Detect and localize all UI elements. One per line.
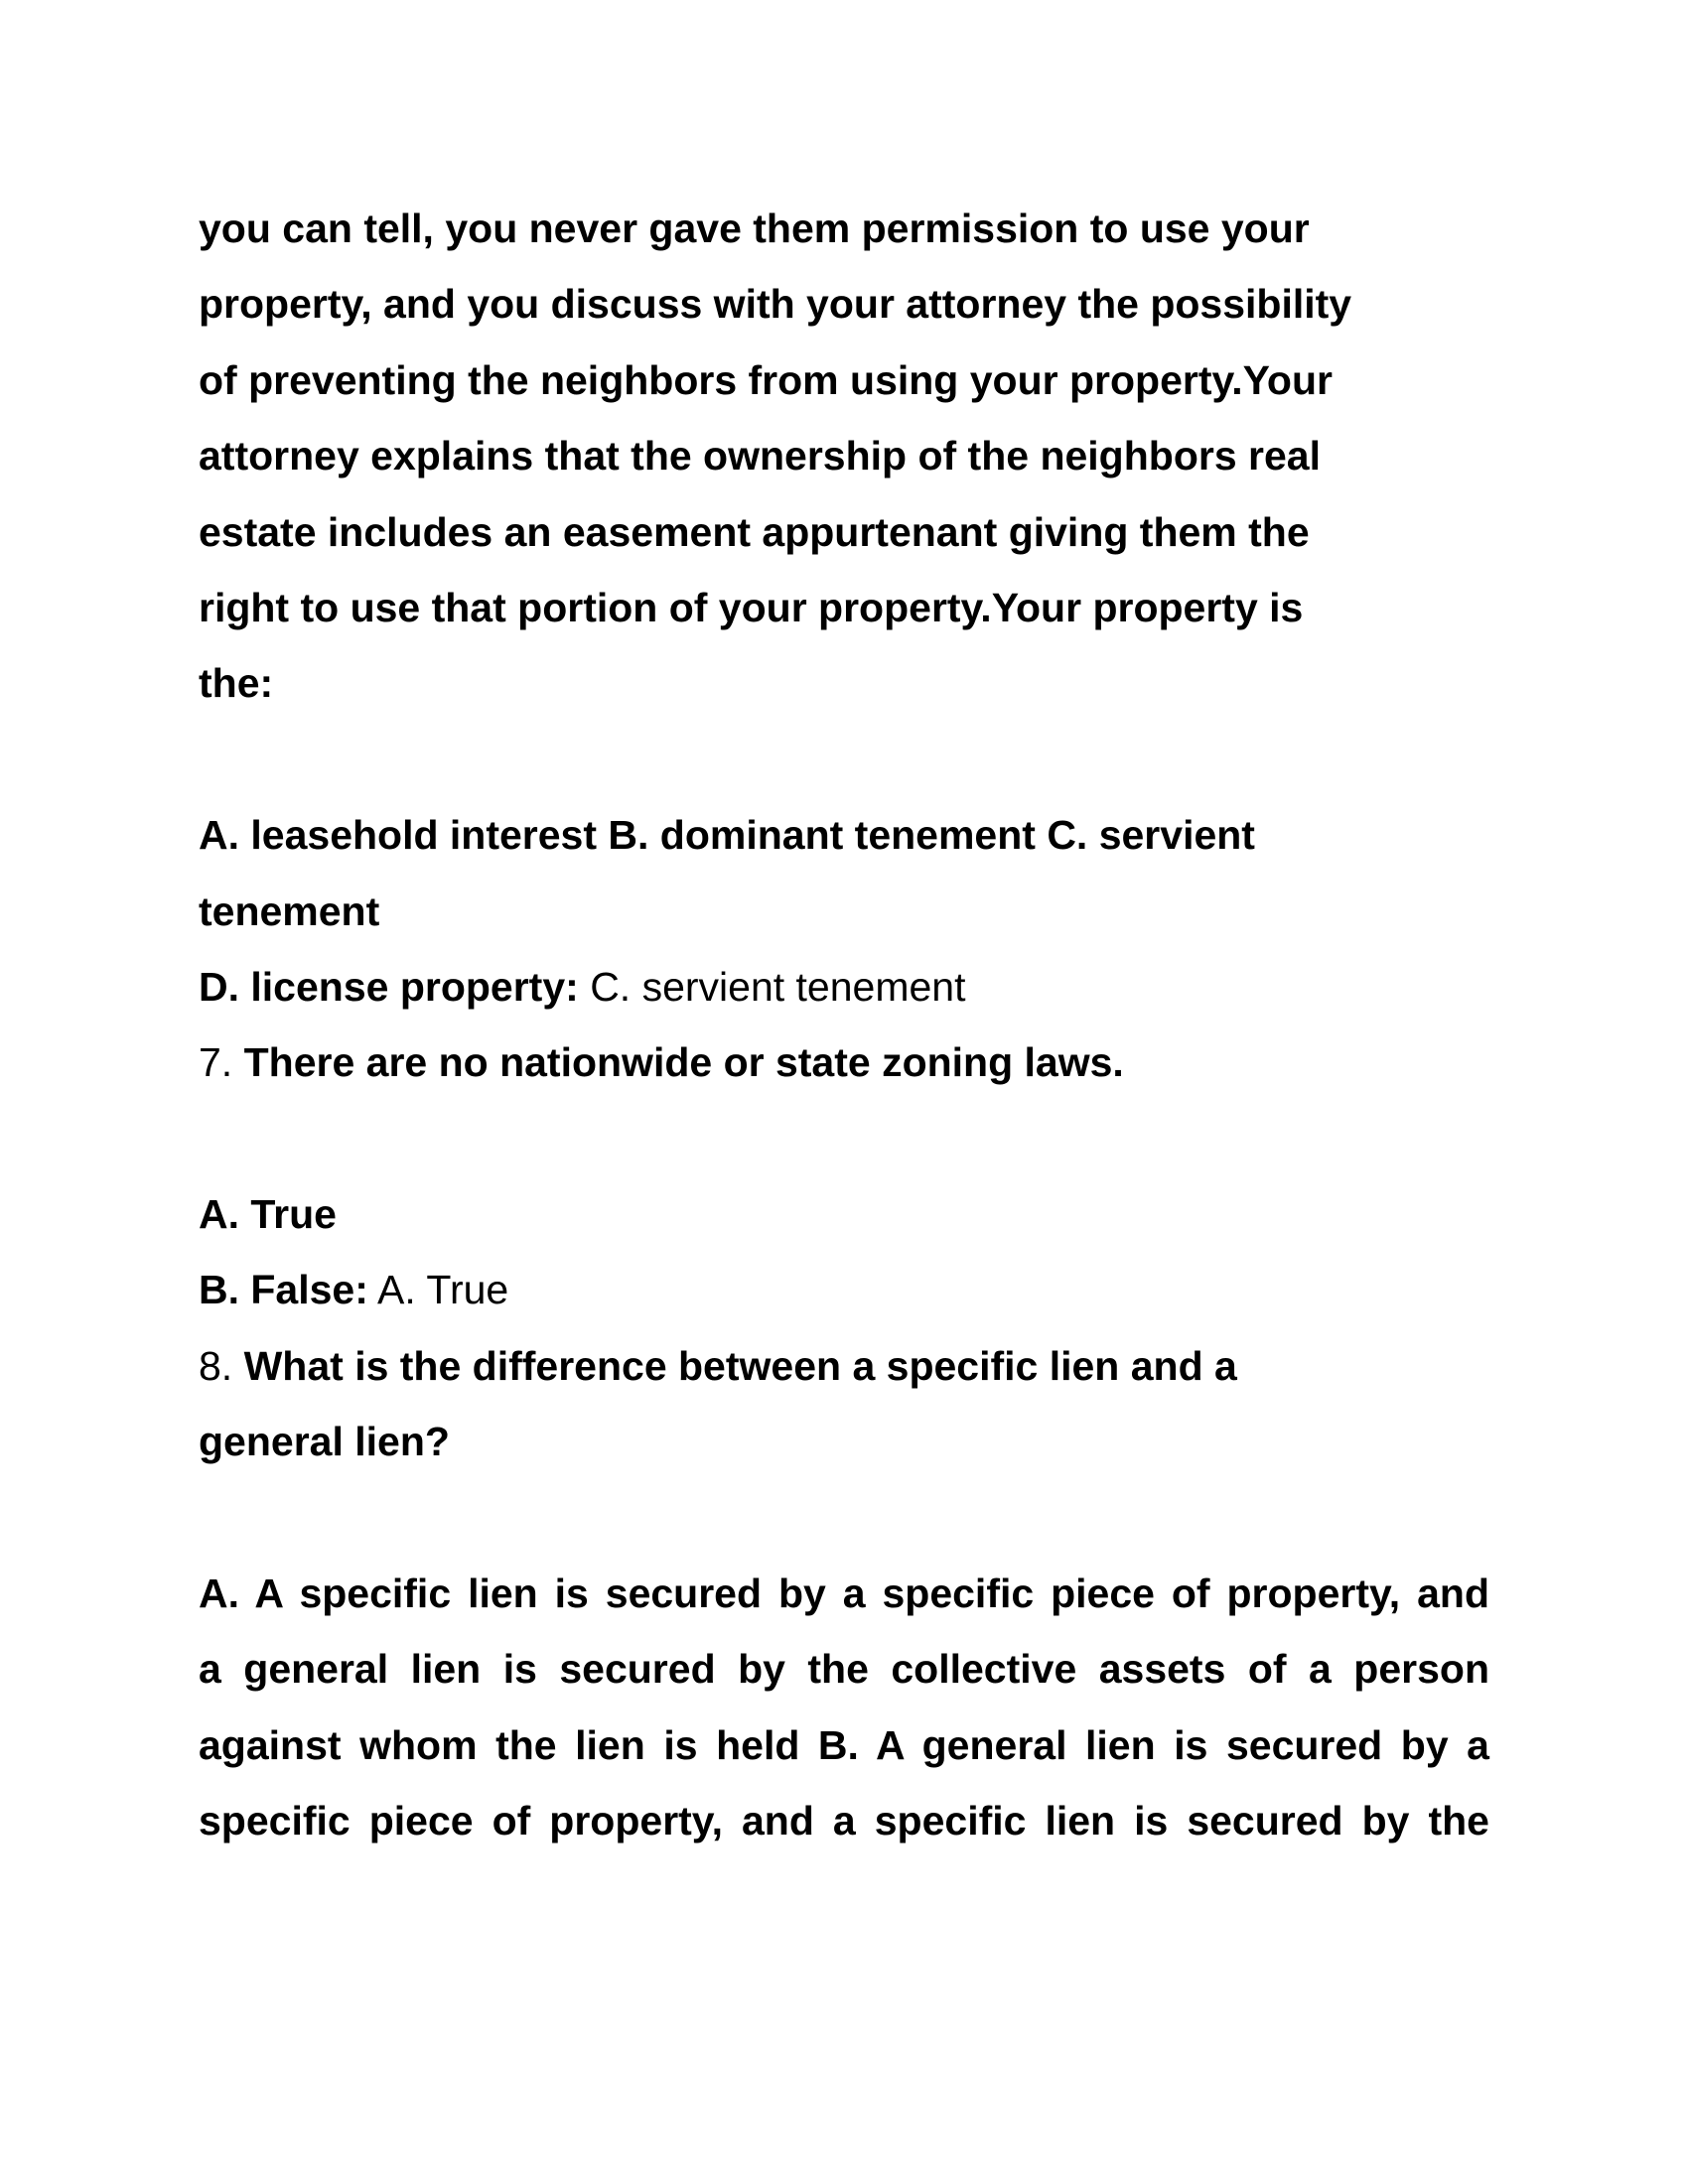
q7-question-line	[199, 1024, 1489, 1100]
q6-answer-line	[199, 949, 1489, 1024]
q6-stem-line: right to use that portion of your property.Your property is	[199, 584, 1304, 630]
q6-last-option: D. license property:	[199, 963, 579, 1010]
q6-stem-line: attorney explains that the ownership of the neighbors real	[199, 433, 1321, 479]
document-page	[199, 191, 1489, 1859]
q6-options-line: A. leasehold interest B. dominant tenement C. servient	[199, 812, 1255, 859]
q8-option-line: a general lien is secured by the collective assets of a person	[199, 1646, 1489, 1693]
q8-option-line: specific piece of property, and a specific lien is secured by the	[199, 1798, 1489, 1844]
spacer	[199, 1480, 1489, 1556]
q8-option-line: A. A specific lien is secured by a specific piece of property, and	[199, 1570, 1489, 1617]
q6-stem-line: property, and you discuss with your attorney the possibility	[199, 281, 1352, 328]
q6-stem-line: you can tell, you never gave them permission to use your	[199, 205, 1310, 251]
q7-answer: A. True	[377, 1267, 509, 1313]
q6-answer: C. servient tenement	[590, 963, 966, 1010]
q7-option-a: A. True	[199, 1191, 337, 1238]
q8-number: 8.	[199, 1342, 233, 1389]
spacer	[199, 722, 1489, 797]
q6-stem-line: the:	[199, 660, 274, 707]
q7-question: There are no nationwide or state zoning laws.	[243, 1039, 1124, 1086]
q8-option-line: against whom the lien is held B. A general lien is secured by a	[199, 1721, 1489, 1768]
q7-answer-line	[199, 1252, 1489, 1327]
q6-stem-line: estate includes an easement appurtenant giving them the	[199, 508, 1310, 555]
q6-options-line: tenement	[199, 887, 380, 934]
q7-option-b: B. False:	[199, 1267, 368, 1313]
q7-number: 7.	[199, 1039, 233, 1086]
q8-question-line: general lien?	[199, 1419, 450, 1465]
q8-question-line	[199, 1328, 1489, 1404]
q6-stem-line: of preventing the neighbors from using your property.Your	[199, 356, 1333, 403]
q8-question: What is the difference between a specific lien and a	[243, 1342, 1237, 1389]
spacer	[199, 1101, 1489, 1176]
